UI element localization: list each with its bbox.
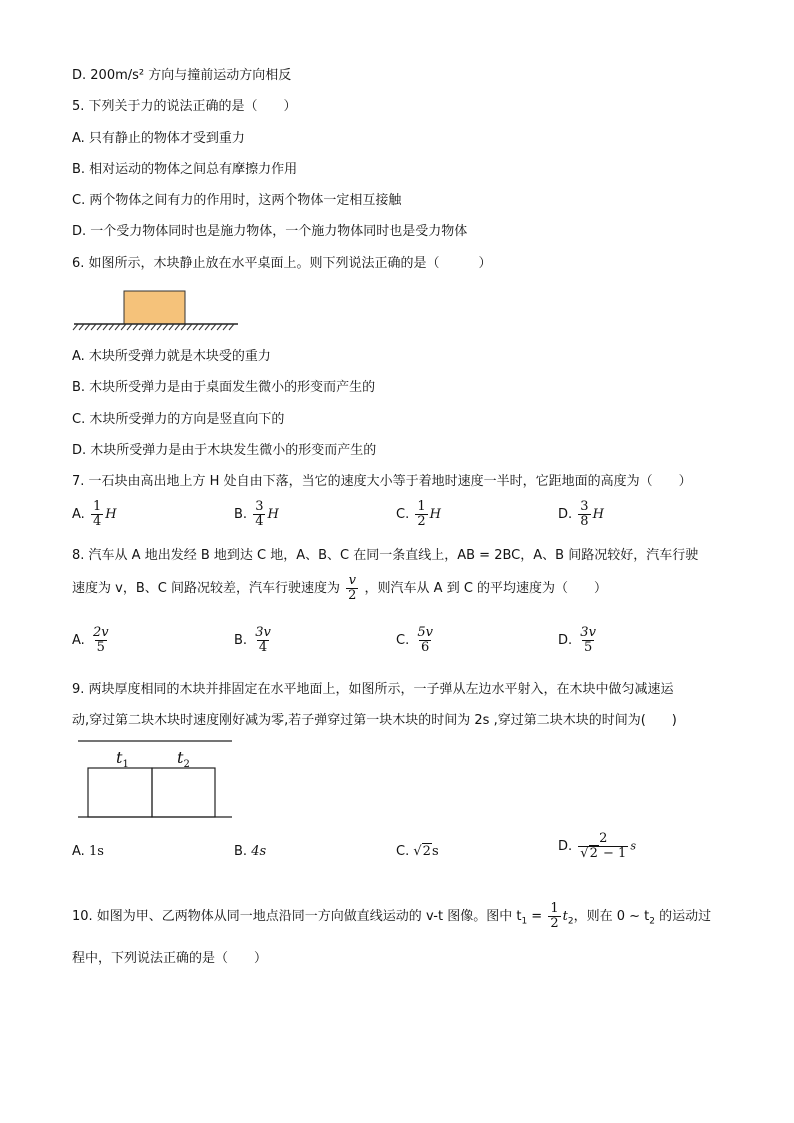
hatch-mark <box>211 324 216 330</box>
q10-stem-part1: 10. 如图为甲、乙两物体从同一地点沿同一方向做直线运动的 v-t 图像。图中 t <box>72 909 522 924</box>
q7-option-b <box>234 500 279 529</box>
q5-option-b: B. 相对运动的物体之间总有摩擦力作用 <box>72 162 298 177</box>
q10-stem-part3: 的运动过 <box>655 909 712 924</box>
q7-option-b-label: B. <box>234 507 248 522</box>
q7-option-c-label: C. <box>396 507 410 522</box>
q8-stem-line2 <box>72 574 607 603</box>
q7-option-a-label: A. <box>72 507 85 522</box>
q9-two-blocks-figure <box>72 736 242 822</box>
hatch-mark <box>229 324 234 330</box>
q6-table-hatching <box>73 324 234 330</box>
q7-option-a <box>72 500 117 529</box>
q8-option-c <box>396 626 437 655</box>
q9-stem-line1: 9. 两块厚度相同的木块并排固定在水平地面上，如图所示，一子弹从左边水平射入，在木块中做匀减速运 <box>72 682 674 697</box>
q5-option-a: A. 只有静止的物体才受到重力 <box>72 131 245 146</box>
q5-stem: 5. 下列关于力的说法正确的是（ ） <box>72 99 297 114</box>
hatch-mark <box>133 324 138 330</box>
q6-option-a: A. 木块所受弹力就是木块受的重力 <box>72 349 271 364</box>
q9-option-d <box>558 832 636 861</box>
q7-option-d-label: D. <box>558 507 573 522</box>
q8-stem-line1: 8. 汽车从 A 地出发经 B 地到达 C 地，A、B、C 在同一条直线上，AB = 2BC，A、B 间路况较好，汽车行驶 <box>72 548 699 563</box>
hatch-mark <box>145 324 150 330</box>
q8-option-d-label: D. <box>558 633 573 648</box>
q8-option-d-fraction: $\frac{3v}{5}$ <box>580 625 596 655</box>
q8-option-b-fraction: $\frac{3v}{4}$ <box>255 625 271 655</box>
hatch-mark <box>187 324 192 330</box>
q7-option-b-var: H <box>267 507 279 522</box>
q9-option-a-label: A. <box>72 844 85 859</box>
q9-stem-line2: 动,穿过第二块木块时速度刚好减为零,若子弹穿过第一块木块的时间为 2s ,穿过第二块木块的时间为( ) <box>72 713 677 728</box>
q4-option-d: D. 200m/s² 方向与撞前运动方向相反 <box>72 68 292 83</box>
q8-option-a <box>72 626 113 655</box>
q10-stem-part2: ，则在 0 ~ t <box>573 909 650 924</box>
q9-option-b-value: 4s <box>251 844 267 859</box>
q8-option-c-fraction: $\frac{5v}{6}$ <box>417 625 433 655</box>
hatch-mark <box>91 324 96 330</box>
hatch-mark <box>169 324 174 330</box>
q8-stem-fraction: $\frac{v}{2}$ <box>348 573 357 603</box>
q8-option-b-label: B. <box>234 633 248 648</box>
q9-label-t1: $t_1$ <box>116 748 129 770</box>
q7-option-a-fraction: $\frac{1}{4}$ <box>92 499 102 529</box>
q6-option-b: B. 木块所受弹力是由于桌面发生微小的形变而产生的 <box>72 380 376 395</box>
q9-option-a <box>72 843 104 861</box>
q10-stem-line1: 10. 如图为甲、乙两物体从同一地点沿同一方向做直线运动的 v-t 图像。图中 $t_1$ = $\frac{1}{2}$ $t_2$，则在 0 ~ $t_2$ 的运动过 <box>72 901 712 931</box>
q9-option-c-unit: s <box>431 844 439 859</box>
q8-option-b <box>234 626 275 655</box>
hatch-mark <box>127 324 132 330</box>
hatch-mark <box>121 324 126 330</box>
q8-option-d <box>558 626 600 655</box>
hatch-mark <box>199 324 204 330</box>
q6-option-d: D. 木块所受弹力是由于木块发生微小的形变而产生的 <box>72 443 377 458</box>
q9-option-d-label: D. <box>558 839 573 854</box>
q6-option-c: C. 木块所受弹力的方向是竖直向下的 <box>72 412 285 427</box>
q9-option-c <box>396 843 439 861</box>
q8-option-a-label: A. <box>72 633 85 648</box>
q9-option-a-value: 1s <box>88 844 104 859</box>
q8-option-a-fraction: $\frac{2v}{5}$ <box>92 625 109 655</box>
hatch-mark <box>139 324 144 330</box>
q9-option-c-root: √2 <box>413 844 431 859</box>
hatch-mark <box>175 324 180 330</box>
hatch-mark <box>163 324 168 330</box>
q7-option-d <box>558 500 604 529</box>
q6-block-on-table-figure <box>72 288 242 334</box>
hatch-mark <box>205 324 210 330</box>
hatch-mark <box>103 324 108 330</box>
q6-stem: 6. 如图所示，木块静止放在水平桌面上。则下列说法正确的是（ ） <box>72 256 492 271</box>
hatch-mark <box>73 324 78 330</box>
q8-option-c-label: C. <box>396 633 410 648</box>
q5-option-d: D. 一个受力物体同时也是施力物体，一个施力物体同时也是受力物体 <box>72 224 468 239</box>
q7-option-c <box>396 500 441 529</box>
q9-option-d-unit: s <box>630 839 636 853</box>
q9-option-b-label: B. <box>234 844 248 859</box>
hatch-mark <box>109 324 114 330</box>
hatch-mark <box>151 324 156 330</box>
q9-option-c-label: C. <box>396 844 410 859</box>
q7-option-d-var: H <box>592 507 604 522</box>
hatch-mark <box>115 324 120 330</box>
hatch-mark <box>223 324 228 330</box>
q7-stem: 7. 一石块由高出地上方 H 处自由下落，当它的速度大小等于着地时速度一半时，它距地面的高度为（ ） <box>72 474 692 489</box>
hatch-mark <box>217 324 222 330</box>
q9-option-b <box>234 843 266 861</box>
q7-option-d-fraction: $\frac{3}{8}$ <box>580 499 589 529</box>
q9-block-2 <box>152 768 215 817</box>
q9-block-1 <box>88 768 152 817</box>
q8-stem-line2-part2: ，则汽车从 A 到 C 的平均速度为（ ） <box>364 581 608 596</box>
q7-option-c-var: H <box>429 507 441 522</box>
hatch-mark <box>193 324 198 330</box>
q5-option-c: C. 两个物体之间有力的作用时，这两个物体一定相互接触 <box>72 193 402 208</box>
q9-label-t2: $t_2$ <box>177 748 190 770</box>
hatch-mark <box>79 324 84 330</box>
hatch-mark <box>157 324 162 330</box>
hatch-mark <box>97 324 102 330</box>
q10-stem-line2: 程中，下列说法正确的是（ ） <box>72 951 268 966</box>
q6-wood-block <box>124 291 185 324</box>
hatch-mark <box>181 324 186 330</box>
q8-stem-line2-part1: 速度为 v，B、C 间路况较差，汽车行驶速度为 <box>72 581 340 596</box>
q7-option-c-fraction: $\frac{1}{2}$ <box>417 499 426 529</box>
q7-option-a-var: H <box>105 507 117 522</box>
q9-option-d-fraction: $\frac{2}{√2 - 1}$ <box>580 831 627 861</box>
q10-stem-fraction: $\frac{1}{2}$ <box>550 901 559 931</box>
q7-option-b-fraction: $\frac{3}{4}$ <box>255 499 264 529</box>
hatch-mark <box>85 324 90 330</box>
